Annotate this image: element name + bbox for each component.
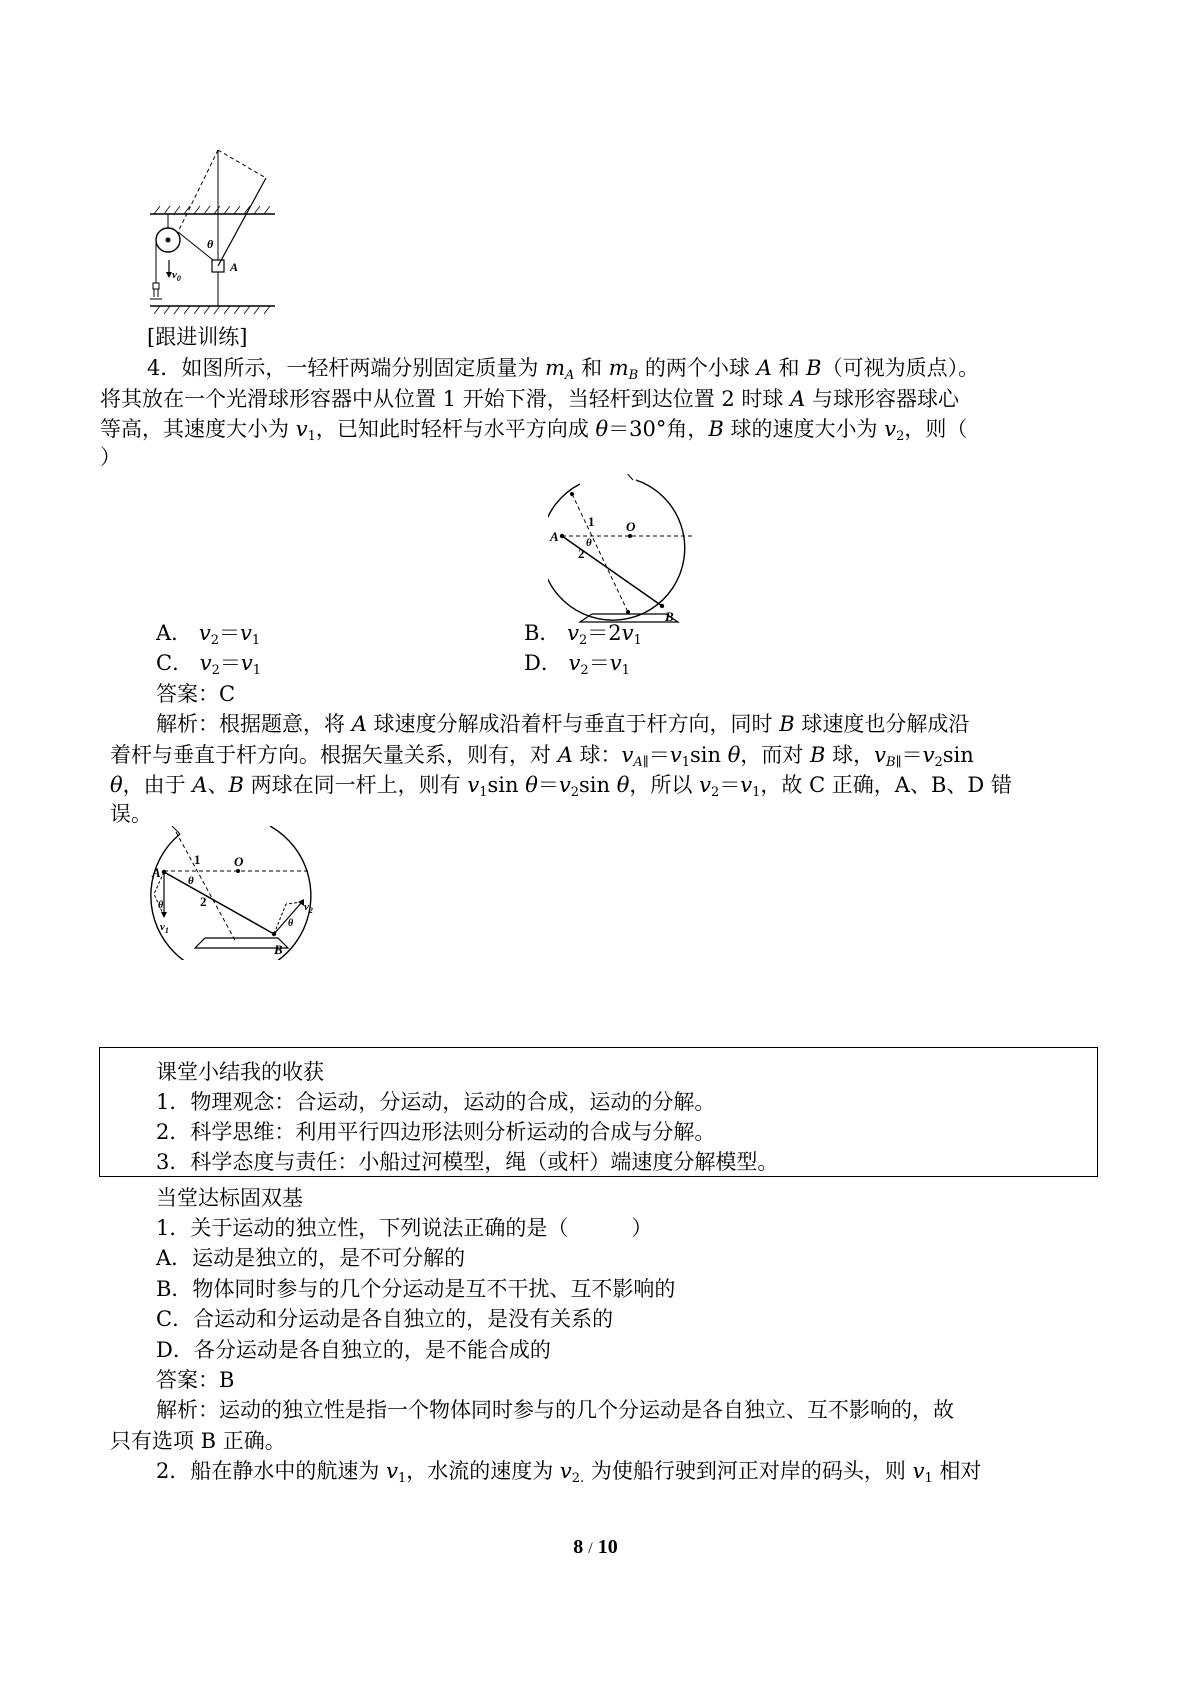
v0-label: $v_0$ (172, 269, 181, 283)
page-number: 8 / 10 (573, 1536, 618, 1558)
label-1: 1 (588, 514, 595, 529)
label-theta-b: θ (288, 918, 294, 929)
label-a: A (550, 529, 559, 544)
v1-label: $v_1$ (160, 921, 169, 935)
question-4-line-3: 等高，其速度大小为 $v_1$，已知此时轻杆与水平方向成 θ＝30°角，B 球的速度大小为 $v_2$，则（ (100, 417, 968, 444)
label-1: 1 (194, 852, 201, 867)
question-4-line-1: 4．如图所示，一轻杆两端分别固定质量为 $m_A$ 和 $m_B$ 的两个小球 A 和 B（可视为质点）。 (147, 356, 980, 383)
option-c: C． $v_2=v_1$ (156, 651, 262, 678)
label-b: B (274, 942, 283, 957)
v2-label: $v_2$ (304, 901, 313, 915)
follow-up-heading: [跟进训练] (147, 325, 248, 349)
practice-q1-option: C．合运动和分运动是各自独立的，是没有关系的 (156, 1307, 614, 1331)
option-a: A． $v_2=v_1$ (156, 621, 261, 648)
label-o: O (234, 854, 244, 869)
velocity-decomposition-figure (150, 826, 330, 960)
option-b: B． $v_2=2v_1$ (524, 621, 642, 648)
analysis-4-line-3: θ，由于 A、B 两球在同一杆上，则有 $v_1\sin$ $\theta=v_2\sin$ θ，所以 $v_2=v_1$，故 C 正确，A、B、D 错 (110, 773, 1012, 800)
practice-q1-analysis-line-2: 只有选项 B 正确。 (110, 1429, 286, 1453)
answer-4: 答案：C (156, 682, 236, 706)
practice-title: 当堂达标固双基 (156, 1186, 303, 1210)
summary-title: 课堂小结我的收获 (156, 1060, 324, 1084)
practice-question-1: 1．关于运动的独立性，下列说法正确的是（ ） (156, 1216, 653, 1240)
option-d: D． $v_2=v_1$ (524, 651, 630, 678)
question-4-line-4: ） (100, 445, 121, 469)
label-o: O (626, 519, 636, 534)
analysis-4-line-1: 解析：根据题意，将 A 球速度分解成沿着杆与垂直于杆方向，同时 B 球速度也分解成沿 (156, 712, 970, 736)
practice-q1-option: B．物体同时参与的几个分运动是互不干扰、互不影响的 (156, 1277, 676, 1301)
summary-item: 3．科学态度与责任：小船过河模型，绳（或杆）端速度分解模型。 (156, 1150, 779, 1174)
label-theta-a: θ (158, 900, 164, 911)
label-a: A (230, 260, 239, 274)
practice-question-2: 2．船在静水中的航速为 $v_1$，水流的速度为 $v_{2.}$ 为使船行驶到河正对岸的码头，则 $v_1$ 相对 (156, 1459, 982, 1486)
summary-item: 2．科学思维：利用平行四边形法则分析运动的合成与分解。 (156, 1120, 716, 1144)
practice-q1-analysis-line-1: 解析：运动的独立性是指一个物体同时参与的几个分运动是各自独立、互不影响的，故 (156, 1398, 954, 1422)
label-b: B (665, 609, 674, 624)
question-4-line-2: 将其放在一个光滑球形容器中从位置 1 开始下滑，当轻杆到达位置 2 时球 A 与球形容器球心 (100, 387, 959, 411)
pulley-rope-figure (150, 148, 280, 338)
summary-item: 1．物理观念：合运动，分运动，运动的合成，运动的分解。 (156, 1090, 716, 1114)
label-a: A (152, 865, 161, 880)
analysis-4-line-2: 着杆与垂直于杆方向。根据矢量关系，则有，对 A 球：$v_{A\parallel}=v_1\sin$ θ，而对 B 球，$v_{B\parallel}=v_2\sin$ (110, 743, 974, 770)
label-theta-top: θ (188, 875, 194, 887)
label-2: 2 (200, 894, 207, 909)
label-2: 2 (578, 546, 585, 561)
label-theta: θ (586, 537, 592, 549)
practice-q1-answer: 答案：B (156, 1368, 235, 1392)
practice-q1-option: A．运动是独立的，是不可分解的 (156, 1246, 466, 1270)
analysis-4-line-4: 误。 (110, 802, 152, 826)
sphere-container-figure (548, 474, 708, 638)
practice-q1-option: D．各分运动是各自独立的，是不能合成的 (156, 1338, 551, 1362)
label-theta: θ (207, 237, 214, 251)
